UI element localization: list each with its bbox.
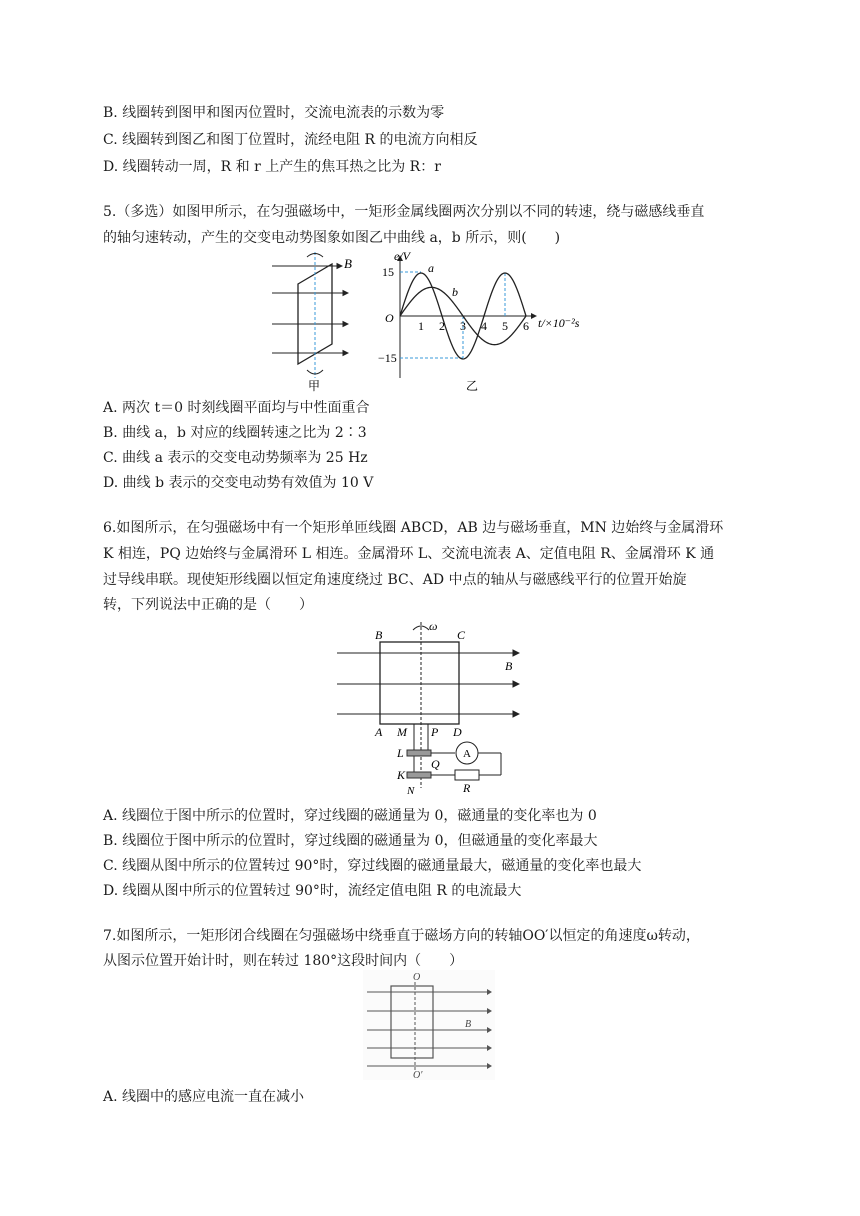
q6-option-c: C. 线圈从图中所示的位置转过 90°时，穿过线圈的磁通量最大，磁通量的变化率也最大	[103, 858, 642, 874]
q6-option-a: A. 线圈位于图中所示的位置时，穿过线圈的磁通量为 0，磁通量的变化率也为 0	[103, 808, 597, 824]
q6-label-d: D	[453, 725, 462, 739]
q5-option-c: C. 曲线 a 表示的交变电动势频率为 25 Hz	[103, 450, 368, 466]
q5-figure-jia	[270, 250, 370, 392]
q6-label-omega: ω	[429, 619, 438, 633]
q5-curve-b-label: b	[452, 285, 458, 299]
q5-xtick-5: 5	[502, 319, 508, 333]
q5-xtick-4: 4	[481, 319, 487, 333]
q6-stem-line1: 6.如图所示，在匀强磁场中有一个矩形单匝线圈 ABCD，AB 边与磁场垂直，MN 边始终与金属滑环	[103, 520, 724, 536]
q6-label-c: C	[457, 628, 466, 642]
q6-ammeter-label: A	[463, 748, 471, 760]
q7-stem-line2: 从图示位置开始计时，则在转过 180°这段时间内（ ）	[103, 953, 464, 969]
q6-option-b: B. 线圈位于图中所示的位置时，穿过线圈的磁通量为 0，但磁通量的变化率最大	[103, 833, 598, 849]
q5-caption-jia: 甲	[308, 379, 321, 392]
q5-xtick-1: 1	[418, 319, 424, 333]
q6-stem-line2: K 相连，PQ 边始终与金属滑环 L 相连。金属滑环 L、交流电流表 A、定值电阻 R、金属滑环 K 通	[103, 546, 715, 562]
q5-xtick-3: 3	[460, 319, 466, 333]
q5-option-d: D. 曲线 b 表示的交变电动势有效值为 10 V	[103, 475, 374, 491]
q6-label-k: K	[397, 768, 406, 782]
q6-slip-ring-k	[407, 772, 431, 778]
q6-figure	[333, 618, 533, 798]
q6-stem-line3: 过导线串联。现使矩形线圈以恒定角速度绕过 BC、AD 中点的轴从与磁感线平行的位置开始旋	[103, 572, 687, 588]
q5-field-lines	[272, 266, 348, 353]
q6-label-n: N	[407, 785, 415, 797]
q5-ylabel: e/V	[394, 250, 410, 263]
q4-option-b: B. 线圈转到图甲和图丙位置时，交流电流表的示数为零	[103, 105, 445, 121]
q5-option-b: B. 曲线 a，b 对应的线圈转速之比为 2∶3	[103, 425, 367, 441]
q6-label-p: P	[431, 725, 439, 739]
q7-figure	[363, 970, 495, 1080]
q6-resistor	[455, 770, 479, 780]
q5-curve-a-label: a	[428, 261, 434, 275]
q6-label-l: L	[397, 746, 404, 760]
q4-option-d: D. 线圈转动一周，R 和 r 上产生的焦耳热之比为 R：r	[103, 159, 441, 175]
q4-option-c: C. 线圈转到图乙和图丁位置时，流经电阻 R 的电流方向相反	[103, 132, 478, 148]
q6-label-m: M	[397, 725, 407, 739]
q7-stem-line1: 7.如图所示，一矩形闭合线圈在匀强磁场中绕垂直于磁场方向的转轴OO′以恒定的角速度ω转动，	[103, 928, 700, 944]
q7-label-field: B	[465, 1019, 472, 1030]
q5-option-a: A. 两次 t＝0 时刻线圈平面均与中性面重合	[103, 400, 370, 416]
q5-ytick-minus15: −15	[378, 351, 397, 365]
q5-field-label: B	[344, 256, 352, 271]
q6-coil	[380, 642, 459, 724]
q6-stem-line4: 转，下列说法中正确的是（ ）	[103, 597, 313, 613]
q6-slip-ring-l	[407, 750, 431, 756]
q6-label-a: A	[375, 725, 383, 739]
q5-xtick-6: 6	[523, 319, 529, 333]
q5-origin: O	[385, 311, 394, 325]
q6-option-d: D. 线圈从图中所示的位置转过 90°时，流经定值电阻 R 的电流最大	[103, 883, 522, 899]
q5-stem-line2: 的轴匀速转动，产生的交变电动势图象如图乙中曲线 a，b 所示，则( )	[103, 230, 561, 246]
q5-figure-yi	[378, 250, 598, 392]
q6-label-q: Q	[431, 757, 440, 771]
q5-xtick-2: 2	[439, 319, 445, 333]
q5-ytick-15: 15	[382, 265, 394, 279]
q5-xlabel: t/×10⁻²s	[538, 316, 580, 330]
q5-caption-yi: 乙	[466, 379, 479, 392]
q6-label-field: B	[505, 659, 513, 673]
q6-resistor-label: R	[463, 781, 471, 795]
q7-option-a: A. 线圈中的感应电流一直在减小	[103, 1089, 305, 1105]
q7-label-o-prime: O′	[413, 1070, 423, 1080]
q5-stem-line1: 5.（多选）如图甲所示，在匀强磁场中，一矩形金属线圈两次分别以不同的转速，绕与磁感线垂直	[103, 204, 705, 220]
q7-label-o: O	[413, 972, 421, 983]
q6-label-b: B	[375, 628, 383, 642]
